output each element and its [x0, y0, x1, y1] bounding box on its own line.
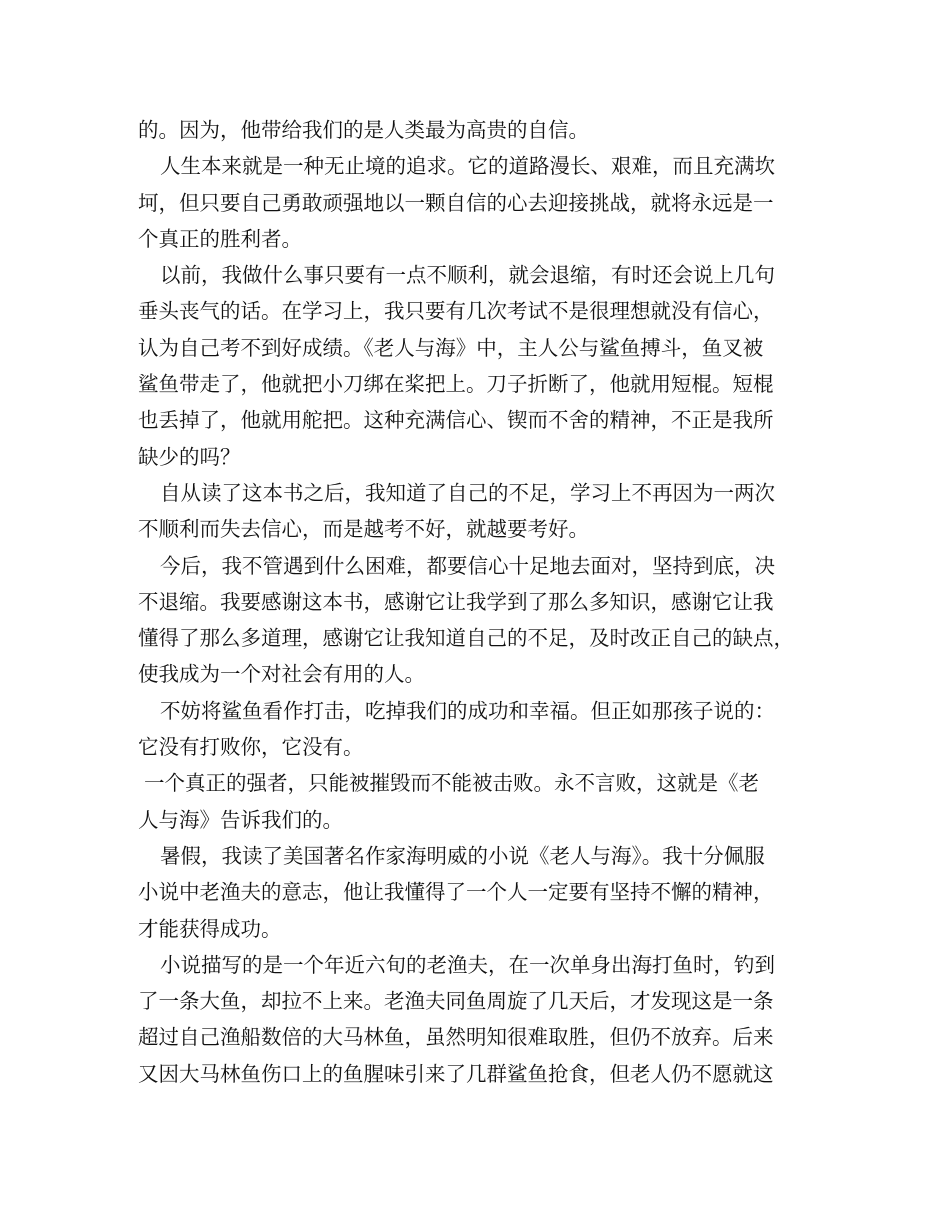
text-line: 又因大马林鱼伤口上的鱼腥味引来了几群鲨鱼抢食，但老人仍不愿就这 — [138, 1061, 774, 1086]
text-line: 超过自己渔船数倍的大马林鱼，虽然明知很难取胜，但仍不放弃。后来 — [138, 1025, 774, 1050]
text-line: 不顺利而失去信心，而是越考不好，就越要考好。 — [138, 517, 589, 542]
text-line: 坷，但只要自己勇敢顽强地以一颗自信的心去迎接挑战，就将永远是一 — [138, 190, 774, 215]
text-line: 也丢掉了，他就用舵把。这种充满信心、锲而不舍的精神，不正是我所 — [138, 408, 774, 433]
text-line: 小说中老渔夫的意志，他让我懂得了一个人一定要有坚持不懈的精神， — [138, 880, 774, 905]
text-line: 懂得了那么多道理，感谢它让我知道自己的不足，及时改正自己的缺点， — [138, 626, 794, 651]
text-line: 人生本来就是一种无止境的追求。它的道路漫长、艰难，而且充满坎 — [160, 154, 775, 179]
text-line: 自从读了这本书之后，我知道了自己的不足，学习上不再因为一两次 — [160, 480, 775, 505]
text-line: 缺少的吗？ — [138, 444, 241, 469]
text-line: 的。因为，他带给我们的是人类最为高贵的自信。 — [138, 118, 589, 142]
text-line: 小说描写的是一个年近六旬的老渔夫，在一次单身出海打鱼时，钓到 — [160, 952, 775, 977]
text-line: 暑假，我读了美国著名作家海明威的小说《老人与海》。我十分佩服 — [160, 843, 765, 868]
text-line: 鲨鱼带走了，他就把小刀绑在桨把上。刀子折断了，他就用短棍。短棍 — [138, 372, 774, 397]
text-line: 一个真正的强者，只能被摧毁而不能被击败。永不言败，这就是《老 — [144, 771, 759, 796]
text-line: 个真正的胜利者。 — [138, 226, 302, 251]
text-line: 人与海》告诉我们的。 — [138, 807, 343, 832]
text-line: 不妨将鲨鱼看作打击，吃掉我们的成功和幸福。但正如那孩子说的： — [160, 698, 775, 723]
text-line: 认为自己考不到好成绩。《老人与海》中，主人公与鲨鱼搏斗，鱼叉被 — [138, 335, 764, 360]
text-line: 使我成为一个对社会有用的人。 — [138, 662, 425, 687]
text-line: 垂头丧气的话。在学习上，我只要有几次考试不是很理想就没有信心， — [138, 299, 774, 324]
text-line: 了一条大鱼，却拉不上来。老渔夫同鱼周旋了几天后，才发现这是一条 — [138, 989, 774, 1014]
text-line: 今后，我不管遇到什么困难，都要信心十足地去面对，坚持到底，决 — [160, 553, 775, 578]
text-line: 以前，我做什么事只要有一点不顺利，就会退缩，有时还会说上几句 — [160, 263, 775, 288]
body-text — [138, 112, 828, 1092]
text-line: 它没有打败你，它没有。 — [138, 735, 364, 760]
text-line: 才能获得成功。 — [138, 916, 282, 941]
text-line: 不退缩。我要感谢这本书，感谢它让我学到了那么多知识，感谢它让我 — [138, 589, 774, 614]
